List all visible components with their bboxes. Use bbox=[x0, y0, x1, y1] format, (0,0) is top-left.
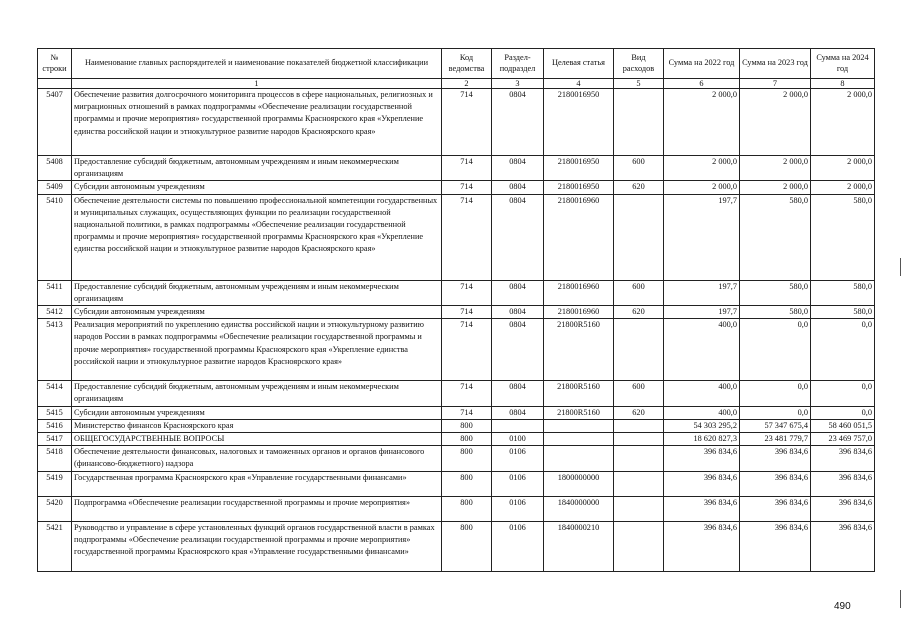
row-number: 5414 bbox=[38, 381, 72, 406]
row-sum-2022: 197,7 bbox=[664, 194, 740, 280]
row-number: 5411 bbox=[38, 280, 72, 305]
row-sum-2024: 23 469 757,0 bbox=[811, 433, 875, 446]
row-dept: 714 bbox=[442, 319, 492, 381]
row-number: 5413 bbox=[38, 319, 72, 381]
row-target: 1840000000 bbox=[544, 496, 614, 521]
row-sum-2023: 580,0 bbox=[740, 306, 811, 319]
row-target: 2180016950 bbox=[544, 89, 614, 156]
row-number: 5416 bbox=[38, 419, 72, 432]
row-name: Предоставление субсидий бюджетным, автономным учреждениям и иным некоммерческим организациям bbox=[72, 381, 442, 406]
row-sum-2024: 580,0 bbox=[811, 306, 875, 319]
row-sum-2023: 0,0 bbox=[740, 406, 811, 419]
column-number: 5 bbox=[614, 79, 664, 89]
column-number: 1 bbox=[72, 79, 442, 89]
row-section: 0106 bbox=[492, 471, 544, 496]
row-dept: 714 bbox=[442, 89, 492, 156]
row-number: 5421 bbox=[38, 521, 72, 571]
row-section: 0804 bbox=[492, 89, 544, 156]
row-exp-type bbox=[614, 471, 664, 496]
row-sum-2023: 57 347 675,4 bbox=[740, 419, 811, 432]
row-dept: 800 bbox=[442, 521, 492, 571]
table-row bbox=[38, 419, 875, 432]
row-dept: 800 bbox=[442, 446, 492, 471]
row-exp-type: 600 bbox=[614, 381, 664, 406]
row-target: 2180016950 bbox=[544, 181, 614, 194]
header-dept: Код ведомства bbox=[442, 49, 492, 79]
row-target: 21800R5160 bbox=[544, 406, 614, 419]
row-dept: 800 bbox=[442, 496, 492, 521]
header-sum-2022: Сумма на 2022 год bbox=[664, 49, 740, 79]
row-sum-2024: 0,0 bbox=[811, 319, 875, 381]
table-row bbox=[38, 381, 875, 406]
row-sum-2023: 396 834,6 bbox=[740, 471, 811, 496]
row-target: 1840000210 bbox=[544, 521, 614, 571]
column-number bbox=[38, 79, 72, 89]
row-number: 5408 bbox=[38, 156, 72, 181]
row-exp-type bbox=[614, 446, 664, 471]
row-name: Реализация мероприятий по укреплению единства российской нации и этнокультурному развитию народов России в рамках подпрограммы «Обеспечение реализации государственной программы и прочие мероприятия» государственной программы Красноярского края «Укрепление единства российской нации и этнокультурное развитие народов Красноярского края» bbox=[72, 319, 442, 381]
row-section: 0106 bbox=[492, 496, 544, 521]
row-exp-type: 620 bbox=[614, 406, 664, 419]
row-sum-2024: 396 834,6 bbox=[811, 521, 875, 571]
row-sum-2024: 0,0 bbox=[811, 381, 875, 406]
row-number: 5409 bbox=[38, 181, 72, 194]
column-number: 4 bbox=[544, 79, 614, 89]
row-exp-type bbox=[614, 496, 664, 521]
row-sum-2023: 580,0 bbox=[740, 280, 811, 305]
row-sum-2024: 2 000,0 bbox=[811, 181, 875, 194]
header-exp-type: Вид расходов bbox=[614, 49, 664, 79]
row-target: 2180016960 bbox=[544, 306, 614, 319]
row-number: 5418 bbox=[38, 446, 72, 471]
row-exp-type bbox=[614, 89, 664, 156]
row-section: 0804 bbox=[492, 381, 544, 406]
row-name: Подпрограмма «Обеспечение реализации государственной программы и прочие мероприятия» bbox=[72, 496, 442, 521]
header-target: Целевая статья bbox=[544, 49, 614, 79]
row-sum-2023: 23 481 779,7 bbox=[740, 433, 811, 446]
row-dept: 800 bbox=[442, 419, 492, 432]
row-section bbox=[492, 419, 544, 432]
header-row-no: № строки bbox=[38, 49, 72, 79]
table-row bbox=[38, 471, 875, 496]
row-target: 1800000000 bbox=[544, 471, 614, 496]
table-row bbox=[38, 319, 875, 381]
table-row bbox=[38, 89, 875, 156]
row-sum-2024: 580,0 bbox=[811, 194, 875, 280]
row-name: Предоставление субсидий бюджетным, автономным учреждениям и иным некоммерческим организациям bbox=[72, 156, 442, 181]
row-sum-2023: 2 000,0 bbox=[740, 156, 811, 181]
row-name: Субсидии автономным учреждениям bbox=[72, 306, 442, 319]
row-target bbox=[544, 433, 614, 446]
row-exp-type: 600 bbox=[614, 280, 664, 305]
row-name: Руководство и управление в сфере установленных функций органов государственной власти в рамках подпрограммы «Обеспечение реализации государственной программы и прочие мероприятия» государственной программы Красноярского края «Управление государственными финансами» bbox=[72, 521, 442, 571]
row-exp-type: 600 bbox=[614, 156, 664, 181]
row-sum-2022: 396 834,6 bbox=[664, 446, 740, 471]
budget-table bbox=[37, 48, 875, 572]
row-exp-type: 620 bbox=[614, 181, 664, 194]
row-section: 0804 bbox=[492, 406, 544, 419]
row-section: 0106 bbox=[492, 521, 544, 571]
row-target bbox=[544, 446, 614, 471]
column-number: 8 bbox=[811, 79, 875, 89]
table-row bbox=[38, 496, 875, 521]
row-sum-2023: 2 000,0 bbox=[740, 89, 811, 156]
row-name: Субсидии автономным учреждениям bbox=[72, 181, 442, 194]
row-exp-type bbox=[614, 521, 664, 571]
row-sum-2023: 396 834,6 bbox=[740, 496, 811, 521]
row-number: 5415 bbox=[38, 406, 72, 419]
row-number: 5407 bbox=[38, 89, 72, 156]
row-sum-2022: 400,0 bbox=[664, 406, 740, 419]
row-section: 0804 bbox=[492, 181, 544, 194]
row-section: 0804 bbox=[492, 194, 544, 280]
table-row bbox=[38, 406, 875, 419]
row-number: 5412 bbox=[38, 306, 72, 319]
row-dept: 714 bbox=[442, 156, 492, 181]
row-name: Обеспечение деятельности системы по повышению профессиональной компетенции государственных и муниципальных служащих, осуществляющих функции по реализации государственной национальной политики, в рамках подпрограммы «Обеспечение реализации государственной программы и прочие мероприятия» государственной программы Красноярского края «Укрепление единства российской нации и этнокультурное развитие народов Красноярского края» bbox=[72, 194, 442, 280]
row-exp-type bbox=[614, 194, 664, 280]
row-sum-2023: 0,0 bbox=[740, 381, 811, 406]
row-sum-2023: 0,0 bbox=[740, 319, 811, 381]
table-row bbox=[38, 446, 875, 471]
table-row bbox=[38, 521, 875, 571]
row-number: 5419 bbox=[38, 471, 72, 496]
scan-edge-mark bbox=[900, 0, 901, 640]
table-row bbox=[38, 194, 875, 280]
row-name: ОБЩЕГОСУДАРСТВЕННЫЕ ВОПРОСЫ bbox=[72, 433, 442, 446]
row-dept: 714 bbox=[442, 280, 492, 305]
row-sum-2024: 396 834,6 bbox=[811, 496, 875, 521]
table-row bbox=[38, 306, 875, 319]
row-dept: 714 bbox=[442, 306, 492, 319]
row-number: 5420 bbox=[38, 496, 72, 521]
header-sum-2023: Сумма на 2023 год bbox=[740, 49, 811, 79]
row-sum-2022: 400,0 bbox=[664, 319, 740, 381]
row-target: 21800R5160 bbox=[544, 381, 614, 406]
row-exp-type bbox=[614, 319, 664, 381]
header-section: Раздел-подраздел bbox=[492, 49, 544, 79]
row-sum-2022: 396 834,6 bbox=[664, 471, 740, 496]
row-sum-2023: 2 000,0 bbox=[740, 181, 811, 194]
row-sum-2024: 2 000,0 bbox=[811, 89, 875, 156]
row-dept: 800 bbox=[442, 471, 492, 496]
row-target: 21800R5160 bbox=[544, 319, 614, 381]
table-row bbox=[38, 181, 875, 194]
row-sum-2022: 197,7 bbox=[664, 280, 740, 305]
row-sum-2024: 0,0 bbox=[811, 406, 875, 419]
row-sum-2023: 396 834,6 bbox=[740, 446, 811, 471]
row-target: 2180016950 bbox=[544, 156, 614, 181]
row-sum-2022: 54 303 295,2 bbox=[664, 419, 740, 432]
row-sum-2022: 400,0 bbox=[664, 381, 740, 406]
row-dept: 714 bbox=[442, 194, 492, 280]
row-sum-2023: 396 834,6 bbox=[740, 521, 811, 571]
row-section: 0804 bbox=[492, 280, 544, 305]
row-sum-2022: 2 000,0 bbox=[664, 156, 740, 181]
row-dept: 800 bbox=[442, 433, 492, 446]
row-sum-2022: 396 834,6 bbox=[664, 496, 740, 521]
column-number: 2 bbox=[442, 79, 492, 89]
column-number: 7 bbox=[740, 79, 811, 89]
row-dept: 714 bbox=[442, 381, 492, 406]
row-sum-2024: 2 000,0 bbox=[811, 156, 875, 181]
row-sum-2024: 396 834,6 bbox=[811, 471, 875, 496]
row-target: 2180016960 bbox=[544, 280, 614, 305]
row-name: Министерство финансов Красноярского края bbox=[72, 419, 442, 432]
row-number: 5410 bbox=[38, 194, 72, 280]
row-sum-2024: 58 460 051,5 bbox=[811, 419, 875, 432]
row-name: Обеспечение развития долгосрочного мониторинга процессов в сфере национальных, религиозных и миграционных отношений в рамках подпрограммы «Обеспечение реализации государственной программы и прочие мероприятия» государственной программы Красноярского края «Укрепление единства российской нации и этнокультурное развитие народов Красноярского края» bbox=[72, 89, 442, 156]
row-name: Субсидии автономным учреждениям bbox=[72, 406, 442, 419]
row-exp-type: 620 bbox=[614, 306, 664, 319]
table-row bbox=[38, 156, 875, 181]
row-target bbox=[544, 419, 614, 432]
row-name: Государственная программа Красноярского края «Управление государственными финансами» bbox=[72, 471, 442, 496]
row-section: 0100 bbox=[492, 433, 544, 446]
row-target: 2180016960 bbox=[544, 194, 614, 280]
row-section: 0804 bbox=[492, 156, 544, 181]
row-dept: 714 bbox=[442, 406, 492, 419]
column-number: 3 bbox=[492, 79, 544, 89]
row-section: 0804 bbox=[492, 319, 544, 381]
row-sum-2022: 2 000,0 bbox=[664, 181, 740, 194]
row-sum-2022: 18 620 827,3 bbox=[664, 433, 740, 446]
table-row bbox=[38, 433, 875, 446]
row-sum-2022: 396 834,6 bbox=[664, 521, 740, 571]
row-name: Предоставление субсидий бюджетным, автономным учреждениям и иным некоммерческим организациям bbox=[72, 280, 442, 305]
row-sum-2023: 580,0 bbox=[740, 194, 811, 280]
column-number: 6 bbox=[664, 79, 740, 89]
row-sum-2024: 396 834,6 bbox=[811, 446, 875, 471]
row-sum-2022: 2 000,0 bbox=[664, 89, 740, 156]
header-row bbox=[38, 49, 875, 79]
table-row bbox=[38, 280, 875, 305]
column-number-row bbox=[38, 79, 875, 89]
row-dept: 714 bbox=[442, 181, 492, 194]
page-number: 490 bbox=[834, 601, 851, 612]
row-section: 0106 bbox=[492, 446, 544, 471]
header-name: Наименование главных распорядителей и наименование показателей бюджетной классификации bbox=[72, 49, 442, 79]
row-exp-type bbox=[614, 433, 664, 446]
row-section: 0804 bbox=[492, 306, 544, 319]
row-number: 5417 bbox=[38, 433, 72, 446]
header-sum-2024: Сумма на 2024 год bbox=[811, 49, 875, 79]
row-exp-type bbox=[614, 419, 664, 432]
row-sum-2022: 197,7 bbox=[664, 306, 740, 319]
row-name: Обеспечение деятельности финансовых, налоговых и таможенных органов и органов финансового (финансово-бюджетного) надзора bbox=[72, 446, 442, 471]
row-sum-2024: 580,0 bbox=[811, 280, 875, 305]
